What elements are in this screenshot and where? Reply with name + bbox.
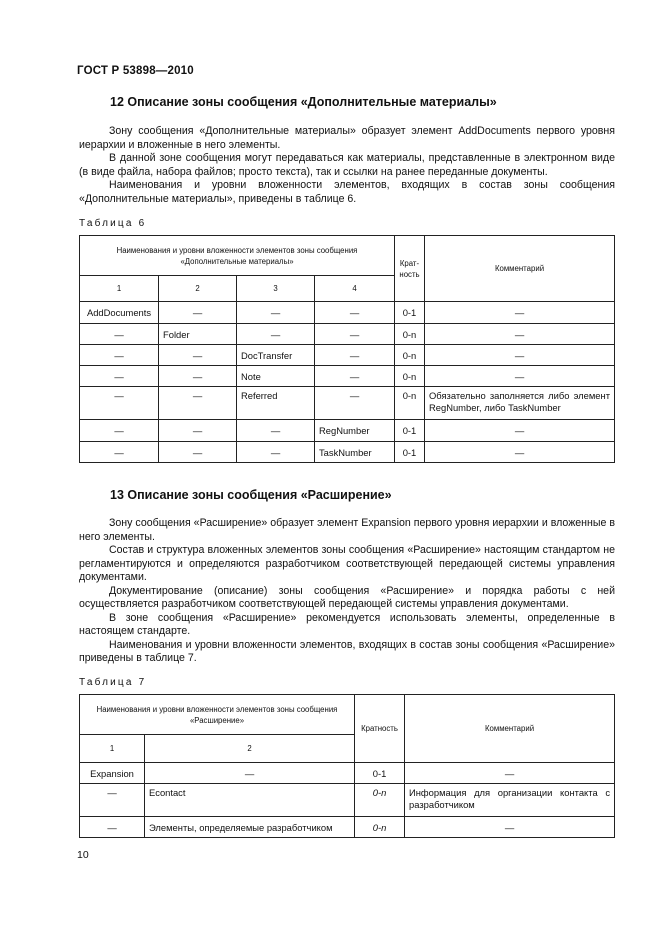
table-cell: DocTransfer	[237, 345, 315, 366]
table-cell: RegNumber	[315, 420, 395, 442]
table-cell: —	[80, 817, 145, 838]
paragraph: Документирование (описание) зоны сообщения «Расширение» и порядка работы с ней осуществляется разработчиком соответствующей передающей системы управления документами.	[79, 584, 615, 610]
table-6	[79, 235, 615, 463]
table-cell: —	[315, 345, 395, 366]
paragraph: Наименования и уровни вложенности элементов, входящих в состав зоны сообщения «Дополнительные материалы», приведены в таблице 6.	[79, 179, 615, 205]
table-row	[80, 345, 615, 366]
table-cell: —	[80, 420, 159, 442]
table-cell: —	[425, 420, 615, 442]
table-cell: —	[405, 817, 615, 838]
table-level-header: 3	[237, 276, 315, 302]
table-cell: —	[159, 366, 237, 387]
table-cell: 0-1	[355, 763, 405, 784]
table-cell: Обязательно заполняется либо элемент RegNumber, либо TaskNumber	[425, 387, 615, 420]
table-cell: —	[159, 302, 237, 324]
section-12-text	[79, 125, 615, 206]
table-cell: AddDocuments	[80, 302, 159, 324]
table-cell: —	[425, 324, 615, 345]
table-cell: TaskNumber	[315, 442, 395, 463]
table-cell: —	[315, 366, 395, 387]
table-cell: —	[80, 442, 159, 463]
table-7-caption: Таблица 7	[79, 677, 147, 688]
table-cell: —	[80, 387, 159, 420]
section-13-text	[79, 517, 615, 666]
table-row	[80, 784, 615, 817]
table-header-comment: Комментарий	[405, 695, 615, 763]
table-cell: —	[237, 302, 315, 324]
table-cell: —	[80, 324, 159, 345]
paragraph: Наименования и уровни вложенности элементов, входящих в состав зоны сообщения «Расширение» приведены в таблице 7.	[79, 638, 615, 664]
paragraph: Состав и структура вложенных элементов зоны сообщения «Расширение» настоящим стандартом не регламентируются и определяются разработчиком соответствующей передающей системы управления документами.	[79, 544, 615, 583]
table-header-multiplicity: Крат-ность	[395, 236, 425, 302]
table-cell: —	[425, 345, 615, 366]
table-cell: 0-n	[355, 784, 405, 817]
table-header-multiplicity: Кратность	[355, 695, 405, 763]
table-cell: Элементы, определяемые разработчиком	[145, 817, 355, 838]
table-cell: —	[159, 387, 237, 420]
table-cell: —	[425, 442, 615, 463]
table-level-header: 2	[159, 276, 237, 302]
table-cell: —	[405, 763, 615, 784]
table-cell: —	[159, 345, 237, 366]
table-cell: —	[315, 324, 395, 345]
table-row	[80, 420, 615, 442]
section-13-title: 13 Описание зоны сообщения «Расширение»	[110, 488, 392, 502]
paragraph: Зону сообщения «Дополнительные материалы» образует элемент AddDocuments первого уровня иерархии и вложенные в него элементы.	[79, 125, 615, 151]
table-cell: —	[80, 366, 159, 387]
table-cell: Referred	[237, 387, 315, 420]
table-level-header: 4	[315, 276, 395, 302]
table-row	[80, 366, 615, 387]
table-7	[79, 694, 615, 838]
standard-designation: ГОСТ Р 53898—2010	[77, 65, 194, 77]
table-header-comment: Комментарий	[425, 236, 615, 302]
table-row	[80, 387, 615, 420]
page-number: 10	[77, 849, 89, 861]
table-cell: 0-n	[395, 387, 425, 420]
table-row	[80, 324, 615, 345]
section-12-title: 12 Описание зоны сообщения «Дополнительные материалы»	[110, 95, 497, 109]
table-cell: 0-1	[395, 302, 425, 324]
table-level-header: 1	[80, 276, 159, 302]
table-row	[80, 817, 615, 838]
table-cell: —	[159, 442, 237, 463]
table-cell: —	[80, 784, 145, 817]
table-cell: 0-n	[395, 324, 425, 345]
table-cell: —	[159, 420, 237, 442]
table-level-header: 1	[80, 735, 145, 763]
table-cell: 0-n	[355, 817, 405, 838]
table-cell: 0-1	[395, 442, 425, 463]
table-6-caption: Таблица 6	[79, 218, 147, 229]
table-row	[80, 763, 615, 784]
table-row	[80, 302, 615, 324]
table-cell: —	[315, 387, 395, 420]
table-cell: —	[237, 442, 315, 463]
paragraph: В зоне сообщения «Расширение» рекомендуется использовать элементы, определенные в настоящем стандарте.	[79, 611, 615, 637]
table-cell: Econtact	[145, 784, 355, 817]
table-cell: Folder	[159, 324, 237, 345]
table-cell: Note	[237, 366, 315, 387]
table-cell: —	[145, 763, 355, 784]
table-cell: —	[237, 324, 315, 345]
table-cell: —	[80, 345, 159, 366]
table-cell: Информация для организации контакта с разработчиком	[405, 784, 615, 817]
table-cell: —	[237, 420, 315, 442]
table-header-group: Наименования и уровни вложенности элементов зоны сообщения «Расширение»	[80, 695, 355, 735]
table-cell: —	[425, 302, 615, 324]
table-cell: 0-n	[395, 345, 425, 366]
table-cell: —	[425, 366, 615, 387]
table-row	[80, 442, 615, 463]
table-cell: —	[315, 302, 395, 324]
table-cell: Expansion	[80, 763, 145, 784]
paragraph: В данной зоне сообщения могут передаваться как материалы, представленные в электронном виде (в виде файла, набора файлов; просто текста), так и ссылки на ранее переданные документы.	[79, 152, 615, 178]
paragraph: Зону сообщения «Расширение» образует элемент Expansion первого уровня иерархии и вложенные в него элементы.	[79, 517, 615, 543]
table-level-header: 2	[145, 735, 355, 763]
table-cell: 0-1	[395, 420, 425, 442]
table-header-group: Наименования и уровни вложенности элементов зоны сообщения «Дополнительные материалы»	[80, 236, 395, 276]
table-cell: 0-n	[395, 366, 425, 387]
